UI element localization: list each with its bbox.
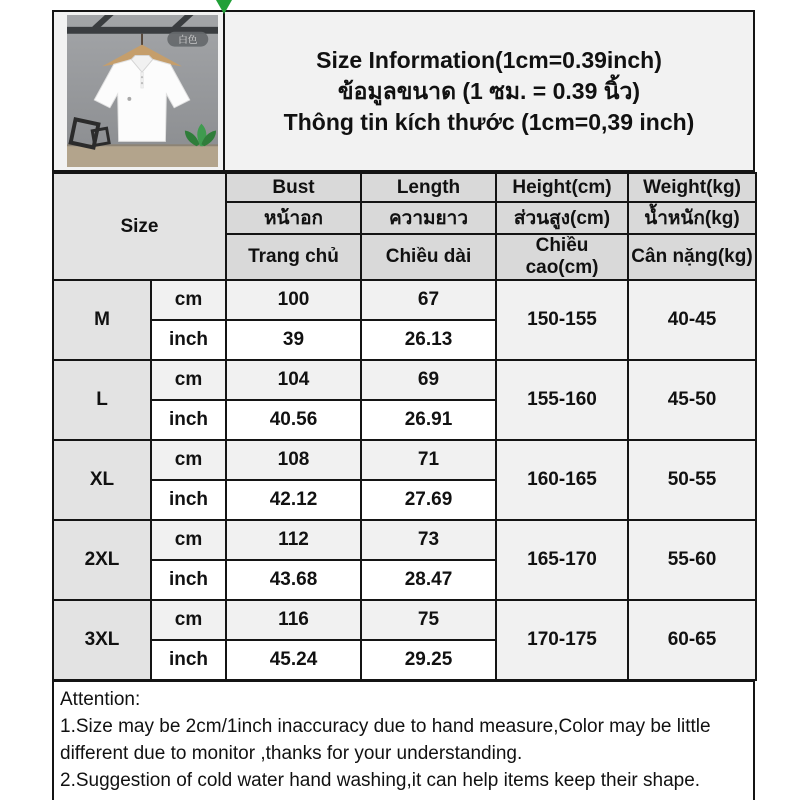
size-row-2XL-cm [53, 520, 756, 560]
unit-cell-cm: cm [151, 440, 226, 480]
bust-value-inch: 43.68 [226, 560, 361, 600]
size-header-cell: Size [53, 173, 226, 280]
unit-cell-cm: cm [151, 520, 226, 560]
length-value-inch: 27.69 [361, 480, 496, 520]
length-value-cm: 69 [361, 360, 496, 400]
floor-graphic [67, 146, 218, 167]
unit-cell-inch: inch [151, 480, 226, 520]
length-value-inch: 26.91 [361, 400, 496, 440]
height-range: 165-170 [496, 520, 628, 600]
height-range: 170-175 [496, 600, 628, 680]
weight-range: 50-55 [628, 440, 756, 520]
length-value-inch: 28.47 [361, 560, 496, 600]
header-row-english [53, 173, 756, 202]
title-english: Size Information(1cm=0.39inch) [316, 46, 662, 73]
attention-line-1: 1.Size may be 2cm/1inch inaccuracy due to hand measure,Color may be little different due to monitor ,thanks for your understanding. [60, 716, 711, 764]
weight-range: 55-60 [628, 520, 756, 600]
attention-heading: Attention: [60, 689, 141, 710]
title-vietnamese: Thông tin kích thước (1cm=0,39 inch) [283, 108, 695, 135]
bust-value-cm: 104 [226, 360, 361, 400]
bust-value-cm: 108 [226, 440, 361, 480]
unit-cell-cm: cm [151, 600, 226, 640]
col-header-weight-en: Weight(kg) [628, 173, 756, 202]
col-header-weight-vi: Cân nặng(kg) [628, 234, 756, 280]
shirt-button-icon [141, 76, 143, 78]
bust-value-inch: 39 [226, 320, 361, 360]
title-thai: ข้อมูลขนาด (1 ซม. = 0.39 นิ้ว) [337, 77, 641, 104]
weight-range: 60-65 [628, 600, 756, 680]
attention-notes [52, 681, 755, 800]
length-value-inch: 29.25 [361, 640, 496, 680]
col-header-length-vi: Chiều dài [361, 234, 496, 280]
size-row-3XL-cm [53, 600, 756, 640]
col-header-weight-th: น้ำหนัก(kg) [628, 202, 756, 234]
size-cell: XL [53, 440, 151, 520]
col-header-height-en: Height(cm) [496, 173, 628, 202]
color-badge-label: 白色 [178, 35, 198, 47]
height-range: 155-160 [496, 360, 628, 440]
bust-value-cm: 112 [226, 520, 361, 560]
bust-value-cm: 100 [226, 280, 361, 320]
product-photo [52, 10, 225, 172]
col-header-height-vi: Chiều cao(cm) [496, 234, 628, 280]
bust-value-cm: 116 [226, 600, 361, 640]
weight-range: 40-45 [628, 280, 756, 360]
size-cell: 3XL [53, 600, 151, 680]
unit-cell-cm: cm [151, 360, 226, 400]
size-cell: 2XL [53, 520, 151, 600]
col-header-bust-th: หน้าอก [226, 202, 361, 234]
col-header-length-en: Length [361, 173, 496, 202]
unit-cell-inch: inch [151, 560, 226, 600]
product-photo-graphic [67, 15, 218, 167]
unit-cell-inch: inch [151, 320, 226, 360]
length-value-cm: 67 [361, 280, 496, 320]
size-table [52, 172, 757, 681]
length-value-inch: 26.13 [361, 320, 496, 360]
size-table-header [53, 173, 756, 280]
size-cell: M [53, 280, 151, 360]
green-corner-marker-icon [216, 0, 232, 14]
length-value-cm: 71 [361, 440, 496, 480]
height-range: 150-155 [496, 280, 628, 360]
unit-cell-cm: cm [151, 280, 226, 320]
size-cell: L [53, 360, 151, 440]
weight-range: 45-50 [628, 360, 756, 440]
length-value-cm: 73 [361, 520, 496, 560]
col-header-bust-en: Bust [226, 173, 361, 202]
size-row-M-cm [53, 280, 756, 320]
height-range: 160-165 [496, 440, 628, 520]
bust-value-inch: 40.56 [226, 400, 361, 440]
top-row [52, 10, 755, 172]
bust-value-inch: 42.12 [226, 480, 361, 520]
size-row-XL-cm [53, 440, 756, 480]
polo-shirt-photo-illustration [67, 15, 218, 167]
size-information-title [225, 10, 755, 172]
col-header-length-th: ความยาว [361, 202, 496, 234]
unit-cell-inch: inch [151, 640, 226, 680]
attention-line-2: 2.Suggestion of cold water hand washing,it can help items keep their shape. [60, 770, 701, 791]
col-header-height-th: ส่วนสูง(cm) [496, 202, 628, 234]
shirt-placket-icon [141, 72, 144, 88]
bust-value-inch: 45.24 [226, 640, 361, 680]
unit-cell-inch: inch [151, 400, 226, 440]
col-header-bust-vi: Trang chủ [226, 234, 361, 280]
shirt-button-icon [141, 82, 143, 84]
size-table-body [53, 280, 756, 680]
size-row-L-cm [53, 360, 756, 400]
content [52, 10, 755, 800]
length-value-cm: 75 [361, 600, 496, 640]
chest-logo-icon [127, 97, 131, 101]
